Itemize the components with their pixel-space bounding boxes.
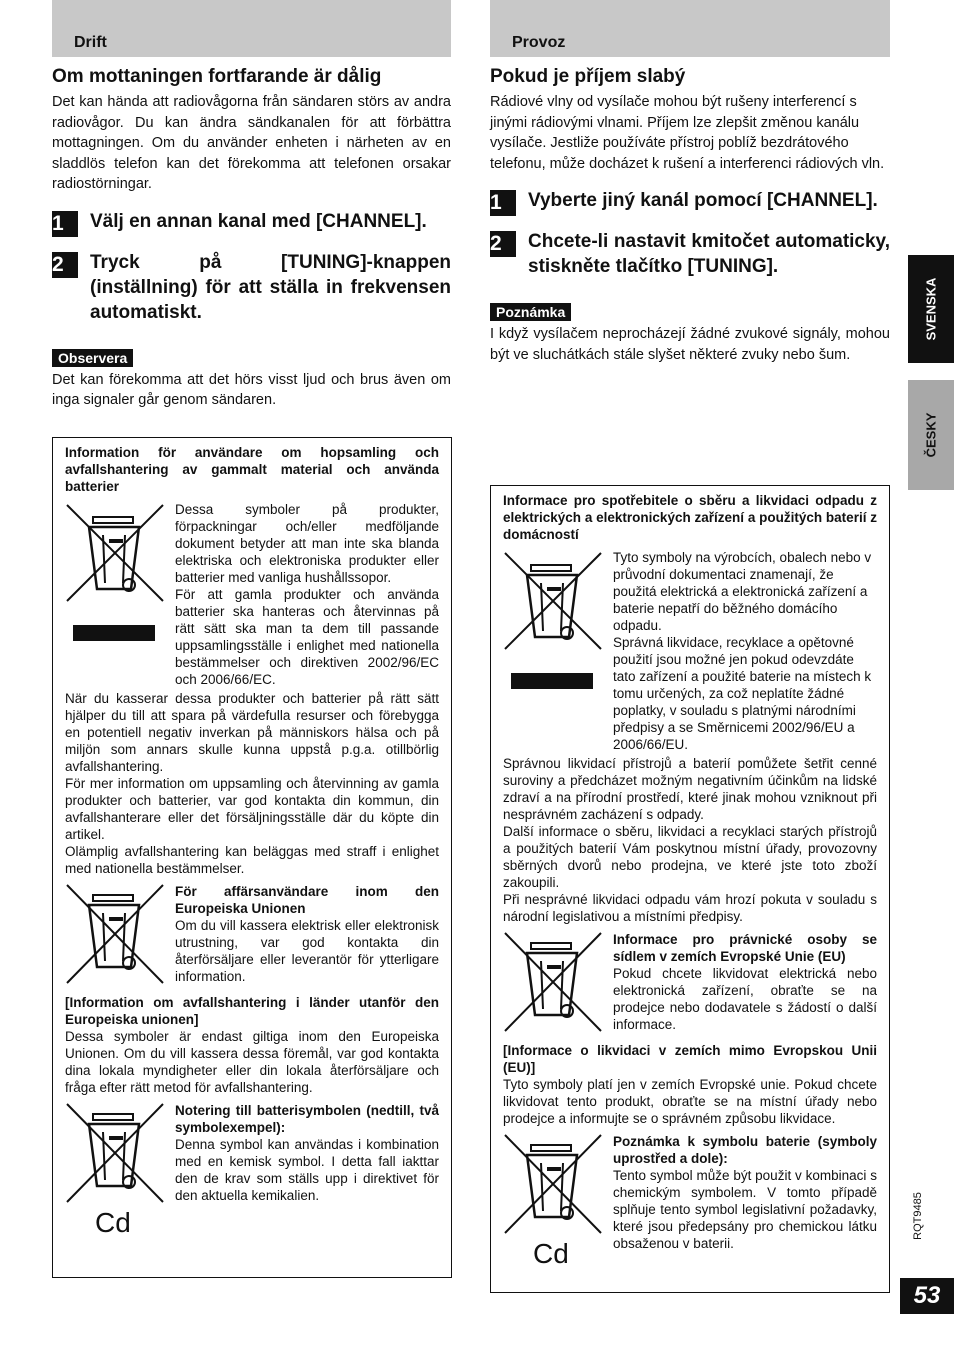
left-box-row-1 [65, 501, 439, 688]
side-tab-svenska-label: SVENSKA [923, 277, 939, 341]
left-box-out-text: Dessa symboler är endast giltiga inom den Europeiska Unionen. Om du vill kassera dessa föremål, var god kontakta dina lokala myndigheter eller din lokala återförsäljare och fråga efter rätt metod för avfallshantering. [65, 1029, 439, 1095]
right-column [490, 66, 890, 365]
left-box-p3: När du kasserar dessa produkter och batterier på rätt sätt hjälper du till att spara på värdefulla resurser och förebygga en potentiell negativ inverkan på människors hälsa och på miljön som annars skulle kunna uppstå p.g.a. otillbörlig avfallshantering. [65, 691, 439, 774]
right-box-p4: Další informace o sběru, likvidaci a recyklaci starých přístrojů a použitých baterií Vám poskytnou místní úřady, provozovny sběrných dvorů nebo prodejna, ve které jste toto zboží zakoupili. [503, 824, 877, 890]
left-box-eu-text: Om du vill kassera elektrisk eller elektronisk utrustning, var god kontakta din återförsäljare eller leverantör för ytterligare information. [175, 918, 439, 984]
right-step-1-text: Vyberte jiný kanál pomocí [CHANNEL]. [528, 190, 878, 211]
right-box-eu-text: Pokud chcete likvidovat elektrická nebo elektronická zařízení, obraťte se na prodejce nebo dodavatele s žádostí o další informace. [613, 966, 877, 1032]
left-step-1-text: Välj en annan kanal med [CHANNEL]. [90, 210, 427, 232]
crossed-bin-icon [503, 931, 603, 1040]
document-code: RQT9485 [912, 1192, 925, 1240]
left-header-bar [52, 0, 451, 57]
crossed-bin-cd-icon [65, 1102, 165, 1243]
side-tab-cesky-label: ČESKY [923, 412, 939, 458]
right-box-p5: Při nesprávné likvidaci odpadu vám hrozí pokuta v souladu s národní legislativou a místními předpisy. [503, 892, 877, 924]
right-header: Provoz [512, 34, 566, 51]
step-number: 1 [490, 190, 516, 216]
right-step-2 [490, 229, 890, 279]
left-box-p4: För mer information om uppsamling och återvinning av gamla produkter och batterier, var god kontakta din kommun, din avfallshanterare eller det försäljningsställe där du köpte din artikel. [65, 776, 439, 842]
right-box-row-bat [503, 1133, 877, 1274]
step-number: 2 [490, 231, 516, 257]
left-intro: Det kan hända att radiovågorna från sändaren störs av andra radiovågor. Du kan ändra sändkanalen för att förbättra mottagningen. Om du använder enheten i närheten av en sladdlös telefon kan det förekomma att telefonen orsakar radiostörningar. [52, 94, 451, 192]
left-box-p1: Dessa symboler på produkter, förpackningar och/eller medföljande dokument betyder att man inte ska blanda elektriska och elektroniska produkter eller batterier med vanliga hushållssopor. [175, 502, 439, 585]
left-step-2 [52, 250, 451, 325]
crossed-bin-icon [503, 549, 603, 753]
left-box-eu-title: För affärsanvändare inom den Europeiska Unionen [175, 884, 439, 916]
right-box-eu-title: Informace pro právnické osoby se sídlem v zemích Evropské Unie (EU) [613, 932, 877, 964]
right-step-1 [490, 188, 890, 213]
right-box-p3: Správnou likvidací přístrojů a baterií pomůžete šetřit cenné suroviny a předcházet možným negativním účinkům na lidské zdraví a na přírodní prostředí, které jinak mohou vzniknout při nesprávném zacházení s odpady. [503, 756, 877, 822]
right-box-p2: Správná likvidace, recyklace a opětovné použití jsou možné jen pokud odevzdáte tato zařízení a použité baterie na místech k tomu určených, za což neplatíte žádné poplatky, v souladu s platnými národními předpisy a se Směrnicemi 2002/96/EU a 2006/66/EU. [613, 635, 872, 752]
left-section-title: Om mottaningen fortfarande är dålig [52, 66, 382, 87]
right-note-tag: Poznámka [490, 303, 571, 321]
left-box-title: Information för användare om hopsamling och avfallshantering av gammalt material och använda batterier [65, 445, 439, 494]
crossed-bin-icon [65, 501, 165, 688]
crossed-bin-cd-icon [503, 1133, 603, 1274]
left-column [52, 66, 451, 411]
step-number: 2 [52, 252, 78, 278]
left-info-box [52, 437, 452, 1278]
right-box-bat-title: Poznámka k symbolu baterie (symboly uprostřed a dole): [613, 1134, 877, 1166]
right-header-bar [490, 0, 890, 57]
left-note-tag: Observera [52, 349, 133, 367]
right-step-2-text: Chcete-li nastavit kmitočet automaticky, stiskněte tlačítko [TUNING]. [528, 231, 890, 277]
crossed-bin-icon [65, 883, 165, 992]
right-section-title: Pokud je příjem slabý [490, 66, 686, 87]
right-box-bat-text: Tento symbol může být použit v kombinaci s chemickým symbolem. V tomto případě splňuje tento symbol legislativní požadavky, které jsou předepsány pro chemickou látku obsaženou v baterii. [613, 1168, 877, 1251]
step-number: 1 [52, 211, 78, 237]
left-note: Det kan förekomma att det hörs visst ljud och brus även om inga signaler går genom sändaren. [52, 371, 451, 408]
right-box-row-eu [503, 931, 877, 1040]
side-tab-svenska [908, 255, 954, 363]
right-box-row-1 [503, 549, 877, 753]
page-number: 53 [900, 1278, 954, 1314]
left-box-row-eu [65, 883, 439, 992]
right-box-title: Informace pro spotřebitele o sběru a likvidaci odpadu z elektrických a elektronických zařízení a použitých baterií z domácností [503, 493, 877, 542]
right-box-p1: Tyto symboly na výrobcích, obalech nebo v průvodní dokumentaci znamenají, že použitá elektrická a elektronická zařízení a baterie nepatří do běžného domácího odpadu. [613, 550, 872, 633]
side-tab-cesky [908, 380, 954, 490]
right-info-box [490, 485, 890, 1293]
left-box-out-title: [Information om avfallshantering i länder utanför den Europeiska unionen] [65, 995, 439, 1027]
right-intro: Rádiové vlny od vysílače mohou být rušeny interferencí s jinými rádiovými vlnami. Příjem lze zlepšit změnou kanálu vysílače. Jestliže používáte přístroj poblíž bezdrátového telefonu, může docházet k rušení a interferenci rádiových vln. [490, 94, 885, 172]
cd-label: Cd [533, 1238, 569, 1269]
left-step-2-text: Tryck på [TUNING]-knappen (inställning) för att ställa in frekvensen automatiskt. [90, 251, 451, 323]
left-box-p5: Olämplig avfallshantering kan beläggas med straff i enlighet med nationella bestämmelser. [65, 844, 439, 876]
cd-label: Cd [95, 1207, 131, 1238]
right-box-out-title: [Informace o likvidaci v zemích mimo Evropskou Unii (EU)] [503, 1043, 877, 1075]
left-header: Drift [74, 34, 107, 51]
left-box-bat-text: Denna symbol kan användas i kombination med en kemisk symbol. I detta fall iakttar den de krav som ställs upp i direktivet för den aktuella kemikalien. [175, 1137, 439, 1203]
left-step-1 [52, 209, 451, 234]
left-box-bat-title: Notering till batterisymbolen (nedtill, två symbolexempel): [175, 1103, 439, 1135]
left-box-p2: För att gamla produkter och använda batterier ska hanteras och återvinnas på rätt sätt ska man ta dem till passande uppsamlingsställe i enlighet med nationella bestämmelser och direktiven 2002/96/EC och 2006/66/EC. [175, 587, 439, 687]
right-note: I když vysílačem neprocházejí žádné zvukové signály, mohou být ve sluchátkách stále slyšet některé zvuky nebo šum. [490, 326, 890, 363]
left-box-row-bat [65, 1102, 439, 1243]
right-box-out-text: Tyto symboly platí jen v zemích Evropské unie. Pokud chcete likvidovat tento produkt, obraťte se na místní úřady nebo prodejce a informujte se o správném způsobu likvidace. [503, 1077, 877, 1126]
